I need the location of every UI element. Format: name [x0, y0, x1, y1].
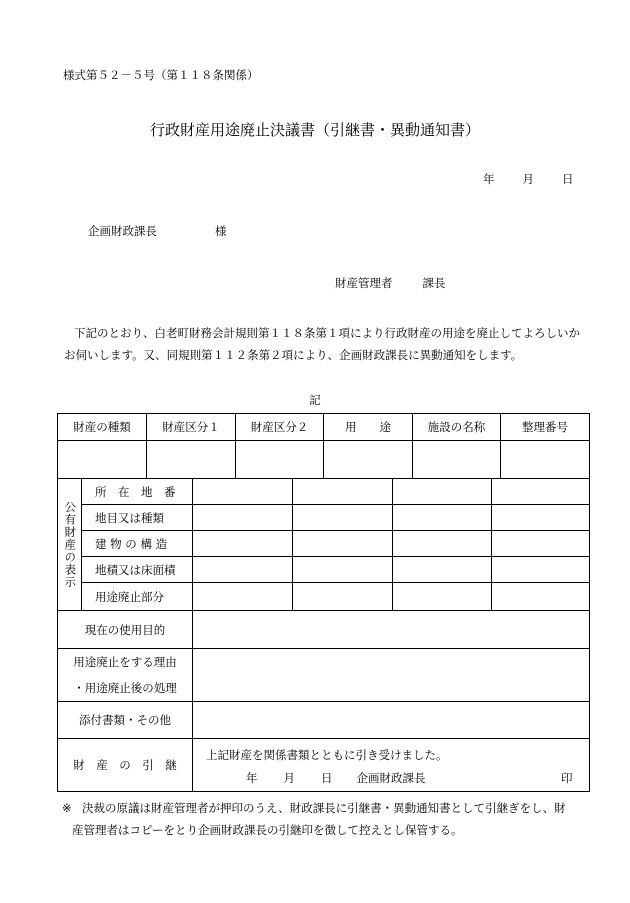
sender-role: 財産管理者	[335, 276, 393, 290]
attachments-input[interactable]	[193, 702, 590, 739]
cell-location-3[interactable]	[393, 479, 492, 505]
date-year: 年	[483, 172, 495, 186]
property-type-table	[57, 413, 590, 479]
input-property-type[interactable]	[58, 441, 147, 479]
handover-label: 財 産 の 引 継	[58, 739, 193, 792]
footnote-text1: 決裁の原議は財産管理者が押印のうえ、財政課長に引継書・異動通知書として引継ぎをし、財	[82, 801, 566, 815]
addressee	[88, 223, 227, 239]
cell-building-structure-2[interactable]	[293, 531, 393, 557]
date-line	[483, 171, 574, 187]
cell-land-category-2[interactable]	[293, 505, 393, 531]
form-number: 様式第５２－５号（第１１８条関係）	[63, 68, 259, 82]
cell-area-4[interactable]	[492, 557, 590, 583]
cell-land-category-1[interactable]	[193, 505, 293, 531]
public-property-table	[57, 478, 590, 611]
date-day: 日	[562, 172, 574, 186]
attachments-label: 添付書類・その他	[58, 702, 193, 739]
cell-area-3[interactable]	[393, 557, 492, 583]
cell-area-2[interactable]	[293, 557, 393, 583]
cell-land-category-4[interactable]	[492, 505, 590, 531]
input-category-1[interactable]	[147, 441, 236, 479]
current-use-label: 現在の使用目的	[58, 611, 193, 649]
cell-building-structure-3[interactable]	[393, 531, 492, 557]
handover-month: 月	[283, 771, 295, 785]
seal-mark: 印	[561, 771, 573, 785]
cell-location-1[interactable]	[193, 479, 293, 505]
row-area: 地積又は床面積	[82, 557, 193, 583]
header-reference-number: 整理番号	[501, 414, 590, 441]
reason-input[interactable]	[193, 649, 590, 702]
input-reference-number[interactable]	[501, 441, 590, 479]
row-location: 所 在 地 番	[82, 479, 193, 505]
header-usage: 用 途	[324, 414, 413, 441]
addressee-name: 企画財政課長	[88, 224, 157, 238]
header-category-1: 財産区分１	[147, 414, 236, 441]
reason-label	[58, 649, 193, 702]
row-land-category: 地目又は種類	[82, 505, 193, 531]
header-category-2: 財産区分２	[236, 414, 324, 441]
handover-signer: 企画財政課長	[356, 771, 426, 785]
sender	[335, 275, 446, 291]
body-text: 下記のとおり、白老町財務会計規則第１１８条第１項により行政財産の用途を廃止してよろしいかお伺いします。又、同規則第１１２条第２項により、企画財政課長に異動通知をします。	[64, 326, 580, 362]
row-building-structure: 建 物 の 構 造	[82, 531, 193, 557]
cell-area-1[interactable]	[193, 557, 293, 583]
cell-land-category-3[interactable]	[393, 505, 492, 531]
public-property-group	[58, 479, 82, 611]
ki-heading: 記	[309, 393, 321, 407]
handover-year: 年	[246, 771, 258, 785]
cell-abolished-part-2[interactable]	[293, 583, 393, 611]
header-property-type: 財産の種類	[58, 414, 147, 441]
cell-abolished-part-4[interactable]	[492, 583, 590, 611]
cell-building-structure-4[interactable]	[492, 531, 590, 557]
cell-location-4[interactable]	[492, 479, 590, 505]
document-title: 行政財産用途廃止決議書（引継書・異動通知書）	[149, 121, 480, 139]
date-month: 月	[522, 172, 534, 186]
public-property-label: 公有財産の表示	[63, 500, 78, 589]
footnote	[62, 797, 582, 841]
cell-building-structure-1[interactable]	[193, 531, 293, 557]
input-usage[interactable]	[324, 441, 413, 479]
header-facility-name: 施設の名称	[413, 414, 501, 441]
handover-cell	[193, 739, 590, 792]
reason-label-line2: ・用途廃止後の処理	[73, 681, 177, 695]
footnote-line2: 産管理者はコピーをとり企画財政課長の引継印を徴して控えとし保管する。	[72, 823, 463, 837]
handover-text: 上記財産を関係書類とともに引き受けました。	[206, 748, 448, 762]
handover-signature-line	[246, 770, 426, 786]
footnote-mark: ※	[62, 801, 72, 815]
details-table	[57, 610, 590, 792]
reason-label-line1: 用途廃止をする理由	[73, 655, 177, 669]
sender-title: 課長	[422, 276, 446, 290]
cell-abolished-part-3[interactable]	[393, 583, 492, 611]
addressee-honorific: 様	[215, 224, 227, 238]
handover-day: 日	[321, 771, 333, 785]
current-use-input[interactable]	[193, 611, 590, 649]
cell-abolished-part-1[interactable]	[193, 583, 293, 611]
cell-location-2[interactable]	[293, 479, 393, 505]
input-facility-name[interactable]	[413, 441, 501, 479]
input-category-2[interactable]	[236, 441, 324, 479]
row-abolished-part: 用途廃止部分	[82, 583, 193, 611]
footnote-line1	[62, 797, 582, 819]
